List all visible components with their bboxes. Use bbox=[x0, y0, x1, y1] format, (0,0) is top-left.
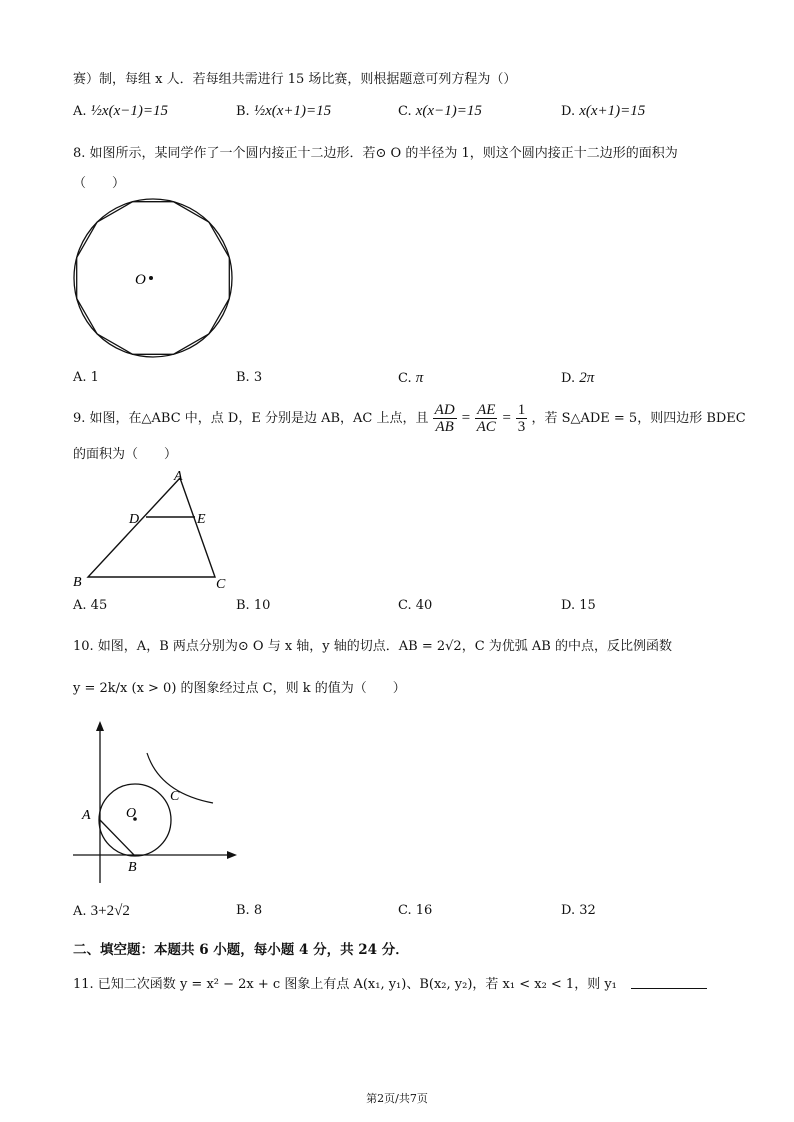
q10-option-d bbox=[561, 903, 596, 918]
q10-option-a bbox=[73, 903, 130, 920]
numerator: AD bbox=[434, 402, 455, 418]
option-value: 2π bbox=[579, 370, 595, 386]
fraction-ae-ac bbox=[475, 402, 497, 435]
center-dot bbox=[149, 276, 153, 280]
option-label: A. bbox=[73, 104, 87, 119]
q10-figure-axes-circle bbox=[65, 715, 245, 890]
denominator: AB bbox=[435, 419, 454, 435]
q8-figure-circle-dodecagon bbox=[70, 195, 240, 365]
q9-option-c bbox=[398, 598, 432, 613]
fraction-ad-ab bbox=[433, 402, 457, 435]
option-expr: x(x−1)=15 bbox=[415, 103, 482, 119]
q9-stem-a: 9. 如图，在△ABC 中，点 D，E 分别是边 AB，AC 上点，且 bbox=[73, 411, 429, 426]
denominator: 3 bbox=[517, 419, 526, 435]
option-value: 3+2√2 bbox=[90, 903, 130, 919]
label-o: O bbox=[135, 272, 146, 288]
option-label: A. bbox=[73, 598, 87, 613]
q9-stem-line2: 的面积为（ ） bbox=[73, 447, 178, 462]
q7-option-d bbox=[561, 103, 645, 120]
q10-option-b bbox=[236, 903, 262, 918]
section-heading-fill-in: 二、填空题：本题共 6 小题，每小题 4 分，共 24 分． bbox=[73, 942, 409, 958]
x-axis-arrow-icon bbox=[227, 851, 237, 859]
option-value: 8 bbox=[253, 903, 263, 918]
option-label: B. bbox=[236, 598, 250, 613]
numerator: 1 bbox=[517, 402, 526, 418]
option-label: D. bbox=[561, 598, 576, 613]
option-label: D. bbox=[561, 903, 576, 918]
label-b: B bbox=[128, 860, 137, 875]
q10-option-c bbox=[398, 903, 432, 918]
q7-option-c bbox=[398, 103, 482, 120]
option-value: 10 bbox=[253, 598, 271, 613]
option-label: A. bbox=[73, 904, 87, 919]
option-expr: ½x(x−1)=15 bbox=[90, 103, 168, 119]
q9-option-b bbox=[236, 598, 270, 613]
y-axis-arrow-icon bbox=[96, 721, 104, 731]
option-label: D. bbox=[561, 371, 576, 386]
option-label: C. bbox=[398, 598, 412, 613]
label-o: O bbox=[126, 806, 137, 821]
q10-stem-line2: y = 2k/x (x > 0) 的图象经过点 C，则 k 的值为（ ） bbox=[73, 681, 406, 696]
numerator: AE bbox=[477, 402, 496, 418]
label-a: A bbox=[82, 808, 91, 823]
q8-stem: 8. 如图所示，某同学作了一个圆内接正十二边形．若⊙ O 的半径为 1，则这个圆内接正十二边形的面积为 bbox=[73, 146, 678, 161]
q8-option-a bbox=[73, 370, 99, 385]
label-c: C bbox=[216, 577, 226, 592]
option-label: A. bbox=[73, 370, 87, 385]
option-label: C. bbox=[398, 903, 412, 918]
q7-option-b bbox=[236, 103, 331, 120]
label-d: D bbox=[129, 512, 140, 527]
q7-option-a bbox=[73, 103, 168, 120]
page-footer: 第2页/共7页 bbox=[366, 1092, 428, 1105]
q9-stem-b: ，若 S△ADE = 5，则四边形 BDEC bbox=[531, 411, 746, 426]
q11-stem: 11. 已知二次函数 y = x² − 2x + c 图象上有点 A(x₁, y₁)、B(x₂, y₂)，若 x₁ < x₂ < 1，则 y₁ bbox=[73, 977, 617, 992]
option-value: 3 bbox=[253, 370, 263, 385]
q9-option-d bbox=[561, 598, 596, 613]
option-expr: x(x+1)=15 bbox=[579, 103, 646, 119]
q8-answer-paren: （ ） bbox=[73, 176, 126, 191]
triangle-abc bbox=[88, 478, 215, 577]
option-value: π bbox=[415, 370, 424, 386]
option-value: 16 bbox=[415, 903, 433, 918]
option-label: D. bbox=[561, 104, 576, 119]
option-label: C. bbox=[398, 371, 412, 386]
option-value: 32 bbox=[579, 903, 596, 918]
q11-answer-blank[interactable] bbox=[631, 988, 707, 989]
q9-stem-line1: 9. 如图，在△ABC 中，点 D，E 分别是边 AB，AC 上点，且 $\frac{AD}{AB}$ = $\frac{AE}{AC}$ = $\frac{1}{3}$ ，若 S△ADE = 5，则四边形 BDEC bbox=[73, 402, 746, 435]
option-label: B. bbox=[236, 370, 250, 385]
q8-option-b bbox=[236, 370, 262, 385]
q8-option-c bbox=[398, 370, 423, 387]
q8-option-d bbox=[561, 370, 594, 387]
segment-ab bbox=[100, 820, 135, 856]
label-a: A bbox=[174, 469, 183, 484]
q9-option-a bbox=[73, 598, 107, 613]
option-value: 40 bbox=[415, 598, 433, 613]
q10-stem-line1: 10. 如图，A，B 两点分别为⊙ O 与 x 轴，y 轴的切点．AB = 2√2，C 为优弧 AB 的中点，反比例函数 bbox=[73, 639, 672, 654]
option-value: 1 bbox=[90, 370, 99, 385]
label-e: E bbox=[197, 512, 206, 527]
option-value: 15 bbox=[579, 598, 596, 613]
q7-stem-tail: 赛）制，每组 x 人．若每组共需进行 15 场比赛，则根据题意可列方程为（） bbox=[73, 72, 517, 87]
fraction-one-third bbox=[516, 402, 528, 435]
option-expr: ½x(x+1)=15 bbox=[253, 103, 332, 119]
denominator: AC bbox=[476, 419, 496, 435]
hyperbola-curve bbox=[147, 753, 213, 803]
option-label: C. bbox=[398, 104, 412, 119]
label-b: B bbox=[73, 575, 82, 590]
option-label: B. bbox=[236, 903, 250, 918]
option-label: B. bbox=[236, 104, 250, 119]
label-c: C bbox=[170, 789, 180, 804]
option-value: 45 bbox=[90, 598, 108, 613]
q9-figure-triangle bbox=[70, 466, 240, 591]
